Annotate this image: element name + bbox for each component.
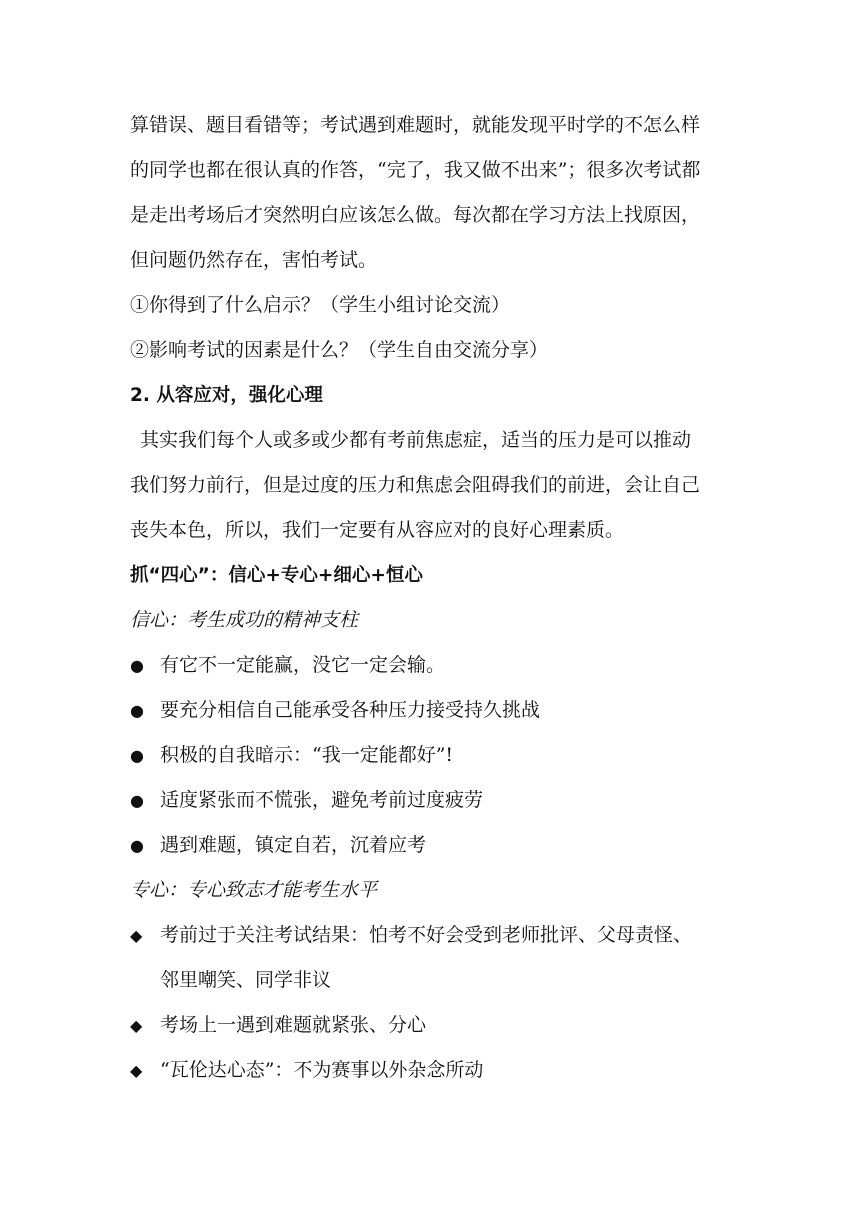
confidence-item [130,688,745,733]
focus-item-text: 考场上一遇到难题就紧张、分心 [160,1014,427,1036]
section-2-line-1: 其实我们每个人或多或少都有考前焦虑症，适当的压力是可以推动 [140,429,692,451]
focus-item-1-line-1: 考前过于关注考试结果：怕考不好会受到老师批评、父母责怪、 [160,924,693,946]
confidence-item-text: 积极的自我暗示：“我一定能都好”! [160,744,454,766]
confidence-item [130,733,745,778]
confidence-item-text: 适度紧张而不慌张，避免考前过度疲劳 [160,789,484,811]
bullet-diamond-icon: ◆ [130,926,143,945]
confidence-item-text: 要充分相信自己能承受各种压力接受持久挑战 [160,699,541,721]
bullet-dot-icon: ● [130,746,144,765]
focus-title: 专心：专心致志才能考生水平 [130,879,378,901]
confidence-title: 信心：考生成功的精神支柱 [130,609,359,631]
question-1: ①你得到了什么启示？（学生小组讨论交流） [130,294,511,316]
focus-item [130,913,745,1003]
section-2-line-3: 丧失本色，所以，我们一定要有从容应对的良好心理素质。 [130,519,625,541]
focus-item-text [160,913,692,1003]
question-2: ②影响考试的因素是什么？（学生自由交流分享） [130,339,549,361]
focus-item [130,1048,745,1093]
confidence-item [130,823,745,868]
section-2-line-2: 我们努力前行，但是过度的压力和焦虑会阻碍我们的前进，会让自己 [130,474,701,496]
confidence-item-text: 有它不一定能赢，没它一定会输。 [160,654,446,676]
bullet-dot-icon: ● [130,791,144,810]
bullet-dot-icon: ● [130,836,144,855]
intro-line-4: 但问题仍然存在，害怕考试。 [130,249,378,271]
confidence-item [130,643,745,688]
bullet-dot-icon: ● [130,701,144,720]
document-page [130,103,745,1093]
intro-line-2: 的同学也都在很认真的作答，“完了，我又做不出来”；很多次考试都 [130,159,701,181]
focus-item-1-line-2: 邻里嘲笑、同学非议 [160,969,332,991]
bullet-dot-icon: ● [130,656,144,675]
confidence-item [130,778,745,823]
four-hearts-title: 抓“四心”：信心+专心+细心+恒心 [130,565,423,586]
focus-item [130,1003,745,1048]
section-2-title: 2. 从容应对，强化心理 [130,385,323,406]
confidence-item-text: 遇到难题，镇定自若，沉着应考 [160,834,427,856]
bullet-diamond-icon: ◆ [130,1016,143,1035]
intro-line-3: 是走出考场后才突然明白应该怎么做。每次都在学习方法上找原因， [130,204,701,226]
intro-line-1: 算错误、题目看错等；考试遇到难题时，就能发现平时学的不怎么样 [130,114,701,136]
focus-item-text: “瓦伦达心态”：不为赛事以外杂念所动 [160,1059,484,1081]
bullet-diamond-icon: ◆ [130,1061,143,1080]
